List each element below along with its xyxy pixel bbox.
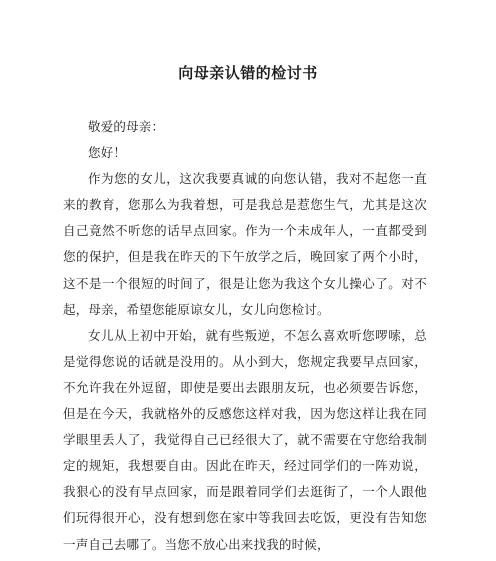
salutation: 敬爱的母亲： bbox=[88, 119, 165, 134]
paragraph-2: 女儿从上初中开始，就有些叛逆，不怎么喜欢听您啰嗦，总是觉得您说的话就是没用的。从小到大，您规定我要早点回家，不允许我在外逗留，即使是要出去跟朋友玩，也必须要告诉您，但是在今天，我就格外的反感您这样对我，因为您这样让我在同学眼里丢人了，我觉得自己已经很大了，就不需要在守您给我制定的规矩，我想要自由。因此在昨天，经过同学们的一阵劝说，我狠心的没有早点回家，而是跟着同学们去逛街了，一个人跟他们玩得很开心，没有想到您在家中等我回去吃饭，更没有告知您一声自己去哪了。当您不放心出来找我的时候， bbox=[63, 327, 427, 552]
document-title: 向母亲认错的检讨书 bbox=[178, 64, 318, 82]
paragraph-1: 作为您的女儿，这次我要真诚的向您认错，我对不起您一直来的教育，您那么为我着想，可是我总是惹您生气，尤其是这次自己竟然不听您的话早点回家。作为一个未成年人，一直都受到您的保护，但是我在昨天的下午放学之后，晚回家了两个小时，这不是一个很短的时间了，很是让您为我这个女儿操心了。对不起，母亲，希望您能原谅女儿，女儿向您检讨。 bbox=[63, 171, 427, 317]
document-body bbox=[63, 114, 427, 558]
greeting: 您好！ bbox=[88, 145, 127, 161]
